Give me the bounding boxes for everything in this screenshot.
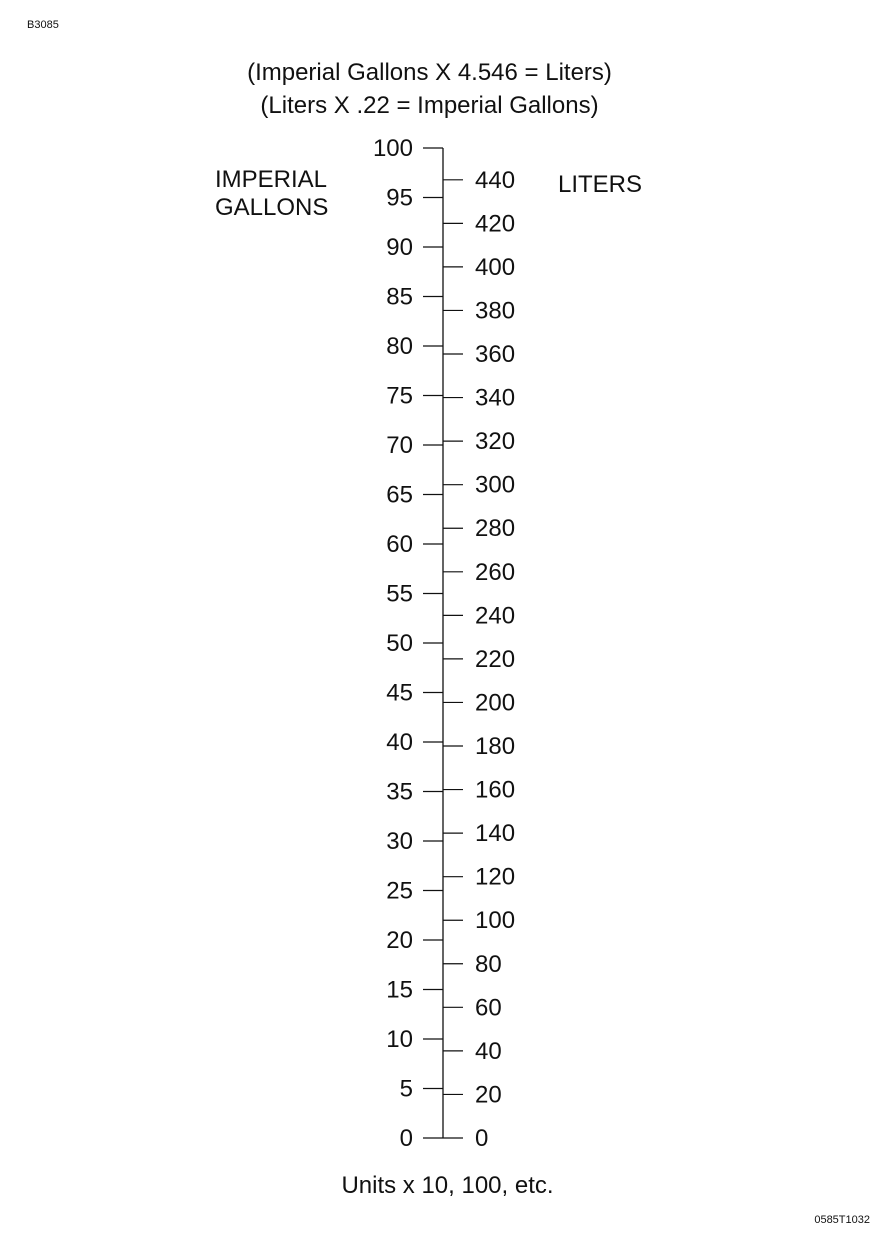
liters-label: LITERS [558, 171, 643, 198]
formula-gallons-to-liters: (Imperial Gallons X 4.546 = Liters) [247, 59, 612, 86]
gallons-tick-label: 25 [386, 877, 413, 905]
gallons-tick-label: 100 [372, 135, 413, 162]
imperial-gallons-label-line1: IMPERIAL [215, 166, 328, 193]
liters-tick-label: 140 [475, 820, 516, 848]
gallons-tick-label: 70 [386, 432, 413, 459]
units-footnote: Units x 10, 100, etc. [341, 1172, 554, 1199]
liters-tick-label: 100 [475, 907, 516, 935]
gallons-tick-label: 45 [386, 679, 413, 707]
figure-code: 0585T1032 [814, 1214, 870, 1226]
liters-tick-label: 80 [475, 950, 502, 978]
imperial-gallons-label-line2: GALLONS [215, 194, 329, 221]
liters-tick-label: 220 [475, 645, 516, 673]
gallons-tick-label: 10 [386, 1026, 413, 1053]
gallons-tick-label: 20 [386, 927, 413, 954]
liters-tick-label: 360 [475, 341, 516, 369]
gallons-tick-label: 40 [386, 729, 413, 756]
formula-liters-to-gallons: (Liters X .22 = Imperial Gallons) [260, 92, 599, 119]
liters-tick-label: 320 [475, 428, 516, 456]
liters-tick-label: 280 [475, 515, 516, 543]
document-code: B3085 [27, 19, 59, 31]
gallons-tick-label: 15 [386, 976, 413, 1004]
gallons-tick-label: 5 [399, 1075, 413, 1103]
gallons-tick-label: 90 [386, 234, 413, 261]
gallons-tick-label: 55 [386, 580, 413, 608]
gallons-tick-label: 65 [386, 481, 413, 509]
gallons-tick-label: 35 [386, 778, 413, 806]
liters-tick-label: 300 [475, 471, 516, 499]
gallons-tick-label: 95 [386, 184, 413, 212]
liters-tick-label: 20 [475, 1081, 502, 1109]
liters-tick-label: 60 [475, 994, 502, 1022]
liters-tick-label: 120 [475, 863, 516, 891]
liters-tick-label: 160 [475, 776, 516, 804]
gallons-tick-label: 50 [386, 630, 413, 657]
liters-tick-label: 440 [475, 166, 516, 194]
liters-tick-label: 400 [475, 253, 516, 281]
gallons-tick-label: 60 [386, 531, 413, 558]
gallons-tick-label: 0 [399, 1125, 413, 1152]
gallons-tick-label: 75 [386, 382, 413, 410]
liters-tick-label: 380 [475, 297, 516, 325]
liters-tick-label: 0 [475, 1125, 489, 1152]
liters-tick-label: 40 [475, 1037, 502, 1065]
liters-tick-label: 200 [475, 689, 516, 717]
liters-tick-label: 420 [475, 210, 516, 238]
liters-tick-label: 240 [475, 602, 516, 630]
gallons-tick-label: 30 [386, 828, 413, 855]
liters-tick-label: 340 [475, 384, 516, 412]
gallons-tick-label: 85 [386, 283, 413, 311]
liters-tick-label: 180 [475, 733, 516, 761]
gallons-tick-label: 80 [386, 333, 413, 360]
liters-tick-label: 260 [475, 558, 516, 586]
